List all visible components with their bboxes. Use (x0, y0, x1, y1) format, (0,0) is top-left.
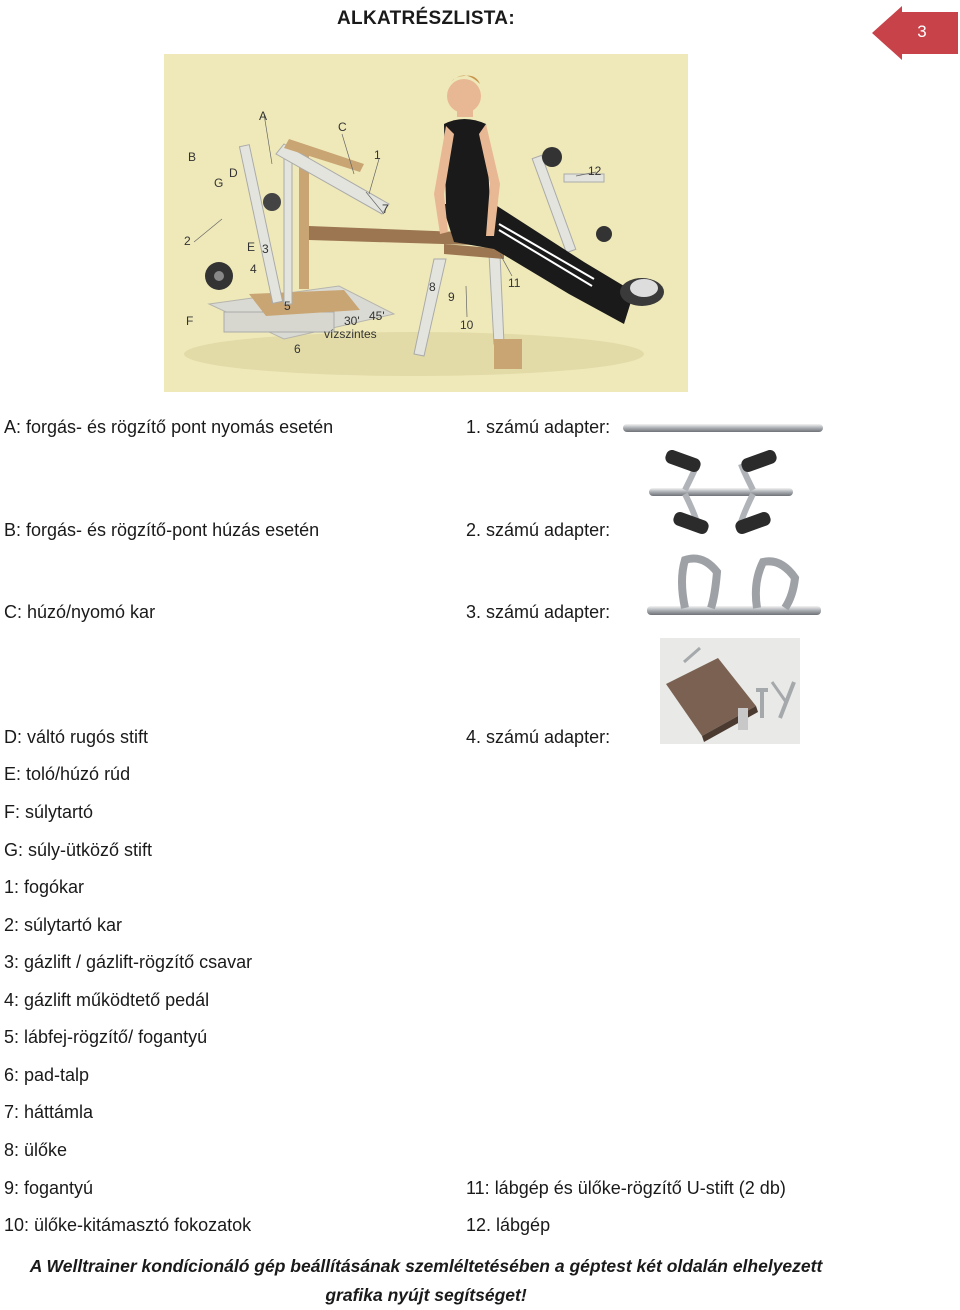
part-9: 9: fogantyú (4, 1178, 94, 1198)
part-10: 10: ülőke-kitámasztó fokozatok (4, 1215, 252, 1235)
part-12: 12. lábgép (466, 1215, 551, 1235)
page-number-badge (872, 6, 960, 60)
part-3: 3: gázlift / gázlift-rögzítő csavar (4, 952, 253, 972)
hero-label-8: 8 (429, 280, 436, 294)
hero-label-vizszintes: vízszintes (324, 327, 377, 341)
part-g: G: súly-ütköző stift (4, 840, 153, 860)
adapter-4-label: 4. számú adapter: (466, 727, 611, 747)
hero-label-7: 7 (382, 202, 389, 216)
hero-label-e: E (247, 240, 256, 254)
part-1: 1: fogókar (4, 877, 85, 897)
adapter-1-bar-image (622, 420, 824, 436)
hero-label-9: 9 (448, 290, 455, 304)
footer-line-2: grafika nyújt segítséget! (325, 1285, 527, 1305)
hero-label-11: 11 (508, 276, 521, 290)
hero-label-b: B (188, 150, 197, 164)
part-7: 7: háttámla (4, 1102, 94, 1122)
adapter-2-handlebar-image (645, 450, 797, 540)
page-number: 3 (917, 22, 927, 41)
part-6: 6: pad-talp (4, 1065, 90, 1085)
hero-label-g: G (214, 176, 224, 190)
adapter-2-label: 2. számú adapter: (466, 520, 611, 540)
page-title: ALKATRÉSZLISTA: (337, 8, 515, 29)
hero-label-3: 3 (262, 242, 269, 256)
part-4: 4: gázlift működtető pedál (4, 990, 210, 1010)
hero-label-10: 10 (460, 318, 474, 332)
part-a: A: forgás- és rögzítő pont nyomás esetén (4, 417, 334, 437)
adapter-1-label: 1. számú adapter: (466, 417, 611, 437)
part-8: 8: ülőke (4, 1140, 68, 1160)
part-11: 11: lábgép és ülőke-rögzítő U-stift (2 db) (466, 1178, 786, 1198)
hero-label-30: 30' (344, 314, 360, 328)
part-e: E: toló/húzó rúd (4, 764, 131, 784)
part-f: F: súlytartó (4, 802, 94, 822)
hero-label-6: 6 (294, 342, 301, 356)
hero-label-5: 5 (284, 299, 291, 313)
hero-label-1: 1 (374, 148, 381, 162)
part-c: C: húzó/nyomó kar (4, 602, 156, 622)
hero-label-45: 45' (369, 309, 385, 323)
hero-label-d: D (229, 166, 238, 180)
part-5: 5: lábfej-rögzítő/ fogantyú (4, 1027, 208, 1047)
footer-line-1: A Welltrainer kondícionáló gép beállításának szemléltetésében a géptest két oldalán elhelyezett (29, 1256, 823, 1276)
part-2: 2: súlytartó kar (4, 915, 123, 935)
hero-label-2: 2 (184, 234, 191, 248)
hero-label-12: 12 (588, 164, 602, 178)
hero-label-4: 4 (250, 262, 257, 276)
adapter-3-strap-bar-image (645, 552, 823, 624)
footer-note (0, 1252, 852, 1310)
hero-label-f: F (186, 314, 194, 328)
part-d: D: váltó rugós stift (4, 727, 149, 747)
hero-label-a: A (259, 109, 268, 123)
adapter-4-pad-image (660, 638, 800, 744)
hero-label-c: C (338, 120, 347, 134)
adapter-3-label: 3. számú adapter: (466, 602, 611, 622)
part-b: B: forgás- és rögzítő-pont húzás esetén (4, 520, 320, 540)
machine-illustration (164, 54, 688, 392)
